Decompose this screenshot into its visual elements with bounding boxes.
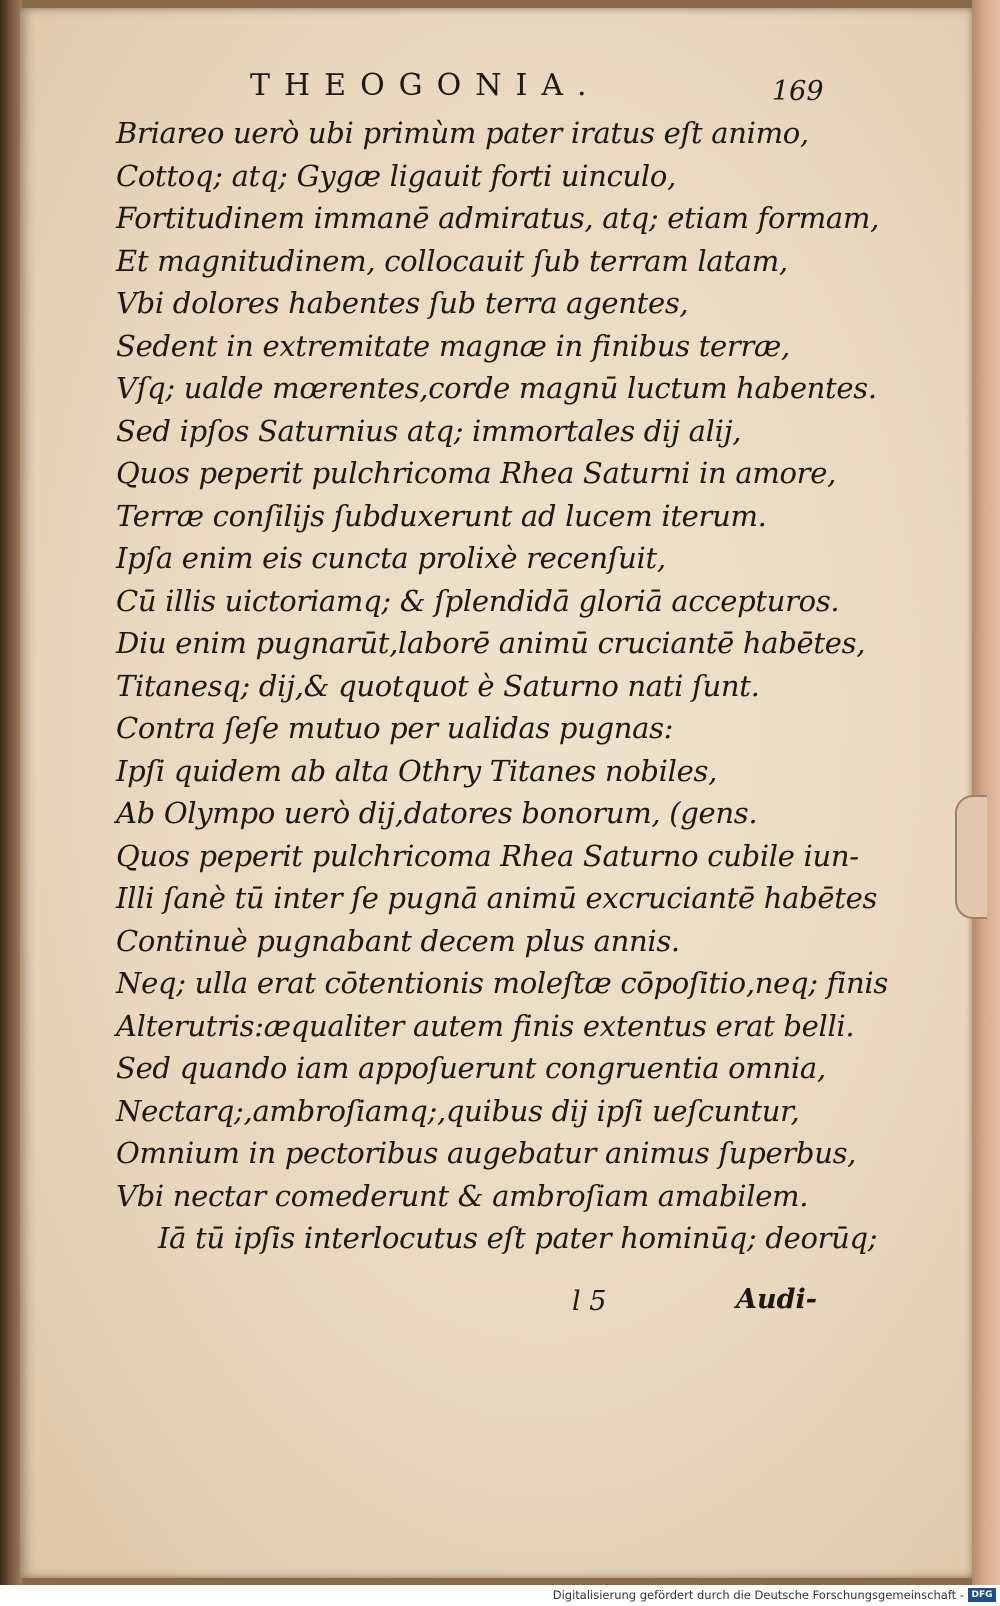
running-title: THEOGONIA. <box>250 68 601 103</box>
verse-line: Sed quando iam appoſuerunt congruentia omnia, <box>116 1051 826 1085</box>
verse-line: Terræ conſilijs ſubduxerunt ad lucem iterum. <box>116 498 767 533</box>
signature-mark: l 5 <box>572 1286 607 1317</box>
verse-line: Ab Olympo uerò dij,datores bonorum, (gens. <box>116 796 758 830</box>
book-clip <box>955 795 987 919</box>
verse-line: Diu enim pugnarūt,laborē animū cruciantē habētes, <box>116 626 866 660</box>
footer-bar <box>0 1585 1000 1606</box>
verse-line: Titanesq; dij,& quotquot è Saturno nati ſunt. <box>116 668 760 703</box>
verse-list <box>116 112 888 1260</box>
verse-line: Ipſi quidem ab alta Othry Titanes nobiles, <box>116 753 717 788</box>
page-number: 169 <box>772 76 824 107</box>
verse-line: Vbi dolores habentes ſub terra agentes, <box>116 286 689 320</box>
verse-line: Quos peperit pulchricoma Rhea Saturni in amore, <box>116 456 837 490</box>
book-page <box>20 8 972 1578</box>
page-edge <box>972 0 1000 1585</box>
verse-line: Illi ſanè tū inter ſe pugnā animū excruciantē habētes <box>116 881 878 915</box>
verse-line: Et magnitudinem, collocauit ſub terram latam, <box>116 243 788 278</box>
verse-line: Briareo uerò ubi primùm pater iratus eſt animo, <box>116 116 809 150</box>
verse-line: Alterutris:æqualiter autem finis extentus erat belli. <box>116 1008 855 1043</box>
verse-line: Sed ipſos Saturnius atq; immortales dij alij, <box>116 413 742 448</box>
verse-line: Continuè pugnabant decem plus annis. <box>116 923 680 958</box>
verse-line: Nectarq;,ambroſiamq;,quibus dij ipſi ueſcuntur, <box>116 1093 800 1128</box>
verse-line: Vbi nectar comederunt & ambroſiam amabilem. <box>116 1178 809 1213</box>
verse-line: Neq; ulla erat cōtentionis moleſtæ cōpoſitio,neq; finis <box>116 966 888 1000</box>
verse-line: Quos peperit pulchricoma Rhea Saturno cubile iun- <box>116 838 859 873</box>
catchword: Audi- <box>736 1284 817 1315</box>
verse-line: Cottoq; atq; Gygæ ligauit forti uinculo, <box>116 158 676 193</box>
book-spine <box>0 0 22 1585</box>
verse-line: Sedent in extremitate magnæ in finibus terræ, <box>116 328 790 363</box>
funding-credit: Digitalisierung gefördert durch die Deutsche Forschungsgemeinschaft - <box>552 1588 964 1602</box>
verse-line: Omnium in pectoribus augebatur animus ſuperbus, <box>116 1136 857 1170</box>
dfg-logo-icon: DFG <box>968 1588 996 1602</box>
verse-line: Cū illis uictoriamq; & ſplendidā gloriā accepturos. <box>116 583 840 618</box>
verse-line: Ipſa enim eis cuncta prolixè recenſuit, <box>116 541 666 575</box>
verse-line: Contra ſeſe mutuo per ualidas pugnas: <box>116 711 674 745</box>
verse-line: Iā tū ipſis interlocutus eſt pater hominūq; deorūq; <box>158 1221 878 1255</box>
verse-line: Vſq; ualde mœrentes,corde magnū luctum habentes. <box>116 371 877 405</box>
verse-line: Fortitudinem immanē admiratus, atq; etiam formam, <box>116 201 880 235</box>
